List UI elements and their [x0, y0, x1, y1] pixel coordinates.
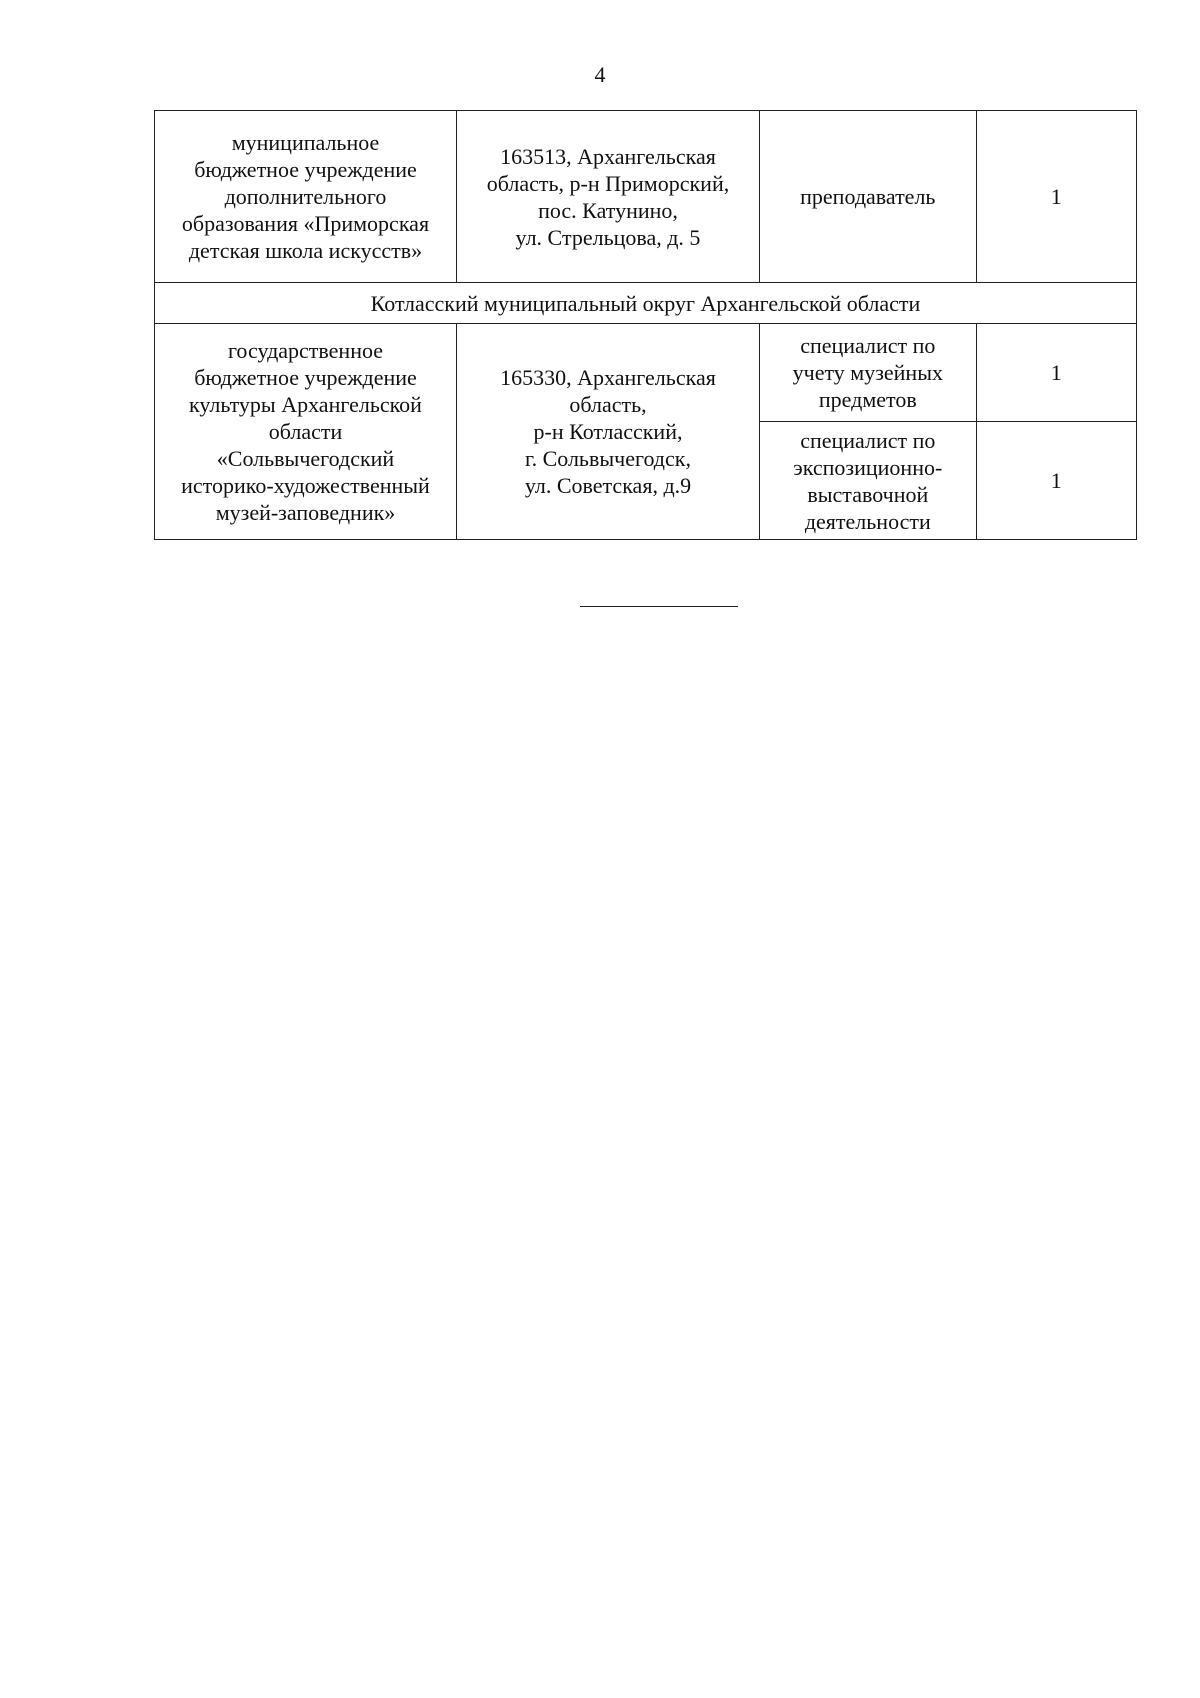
organization-cell: муниципальное бюджетное учреждение дополнительного образования «Приморская детская школа искусств» — [155, 111, 457, 283]
quantity-cell: 1 — [976, 324, 1136, 422]
section-row — [155, 283, 1137, 324]
organization-cell: государственное бюджетное учреждение культуры Архангельской области «Сольвычегодский историко-художественный музей-заповедник» — [155, 324, 457, 540]
position-cell: специалист по учету музейных предметов — [760, 324, 977, 422]
position-cell: преподаватель — [760, 111, 977, 283]
table-row — [155, 324, 1137, 422]
end-divider — [580, 606, 738, 607]
position-cell: специалист по экспозиционно- выставочной деятельности — [760, 422, 977, 540]
table-row — [155, 111, 1137, 283]
quantity-cell: 1 — [976, 111, 1136, 283]
vacancy-table — [154, 110, 1137, 540]
quantity-cell: 1 — [976, 422, 1136, 540]
address-cell: 165330, Архангельская область, р-н Котласский, г. Сольвычегодск, ул. Советская, д.9 — [456, 324, 759, 540]
address-cell: 163513, Архангельская область, р-н Приморский, пос. Катунино, ул. Стрельцова, д. 5 — [456, 111, 759, 283]
section-title: Котласский муниципальный округ Архангельской области — [155, 283, 1137, 324]
page-number: 4 — [594, 62, 606, 87]
